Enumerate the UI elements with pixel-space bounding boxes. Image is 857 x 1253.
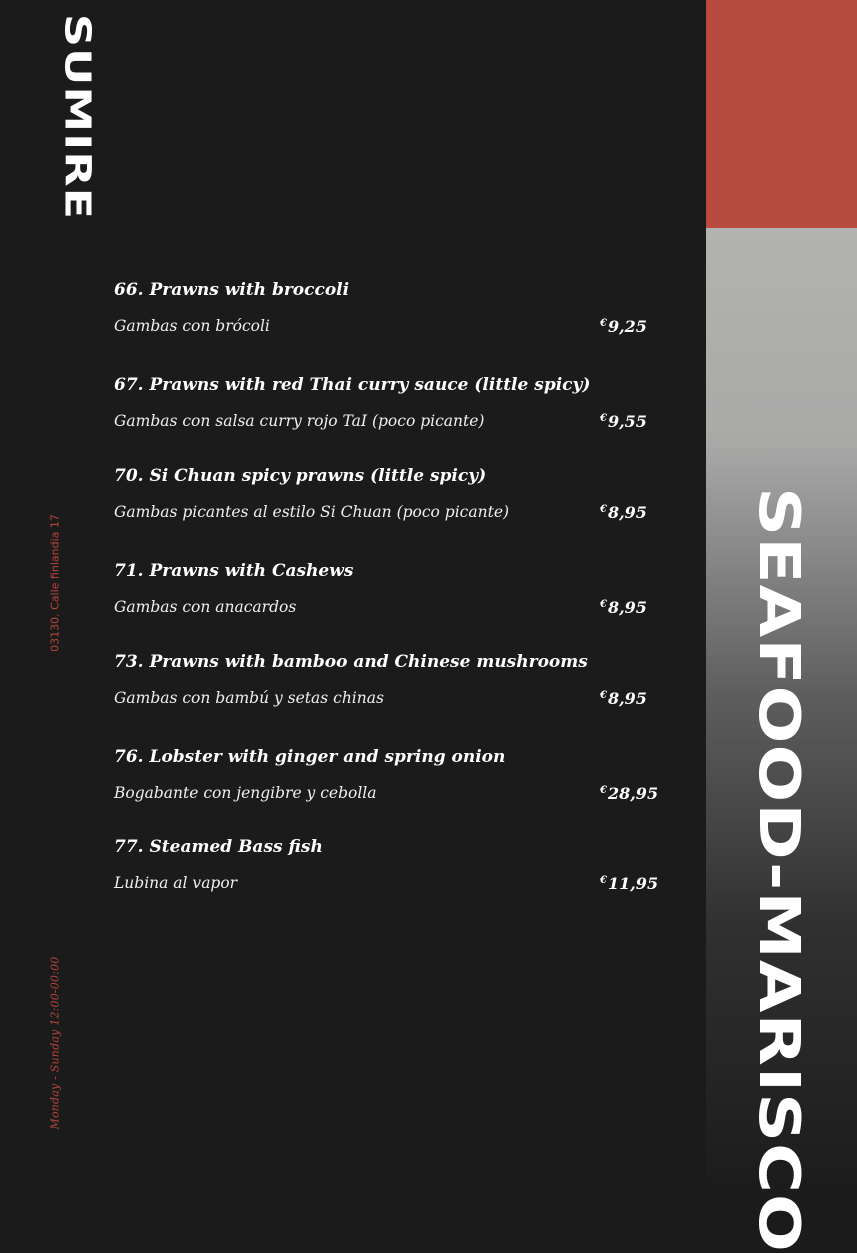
address-text: 03130. Calle finlandia 17 xyxy=(48,514,62,652)
dish-description: Gambas con bambú y setas chinas xyxy=(114,689,384,707)
currency-symbol: € xyxy=(600,785,607,796)
dish-price xyxy=(600,874,658,893)
price-value: 9,25 xyxy=(607,317,647,336)
dish-name: 71. Prawns with Cashews xyxy=(114,561,354,581)
dish-description: Gambas picantes al estilo Si Chuan (poco picante) xyxy=(114,503,510,521)
dish-name: 77. Steamed Bass fish xyxy=(114,837,323,857)
dish-name: 70. Si Chuan spicy prawns (little spicy) xyxy=(114,466,487,486)
dish-price xyxy=(600,503,647,522)
menu-item xyxy=(114,652,674,722)
menu-item xyxy=(114,375,674,445)
menu-item xyxy=(114,466,674,536)
section-title: SEAFOOD-MARISCO xyxy=(746,487,811,1253)
dish-description: Bogabante con jengibre y cebolla xyxy=(114,784,377,802)
dish-price xyxy=(600,598,647,617)
restaurant-name: SUMIRE xyxy=(56,13,100,221)
dish-description: Gambas con salsa curry rojo TaI (poco picante) xyxy=(114,412,485,430)
price-value: 8,95 xyxy=(607,503,647,522)
dish-description: Gambas con anacardos xyxy=(114,598,297,616)
price-value: 9,55 xyxy=(607,412,647,431)
menu-item xyxy=(114,837,674,907)
price-value: 28,95 xyxy=(607,784,659,803)
dish-price xyxy=(600,689,647,708)
menu-item xyxy=(114,747,674,817)
brand-block xyxy=(706,0,857,228)
currency-symbol: € xyxy=(600,599,607,610)
price-value: 11,95 xyxy=(607,874,659,893)
currency-symbol: € xyxy=(600,413,607,424)
dish-name: 76. Lobster with ginger and spring onion xyxy=(114,747,506,767)
dish-price xyxy=(600,317,647,336)
menu-item xyxy=(114,280,674,350)
dish-price xyxy=(600,412,647,431)
currency-symbol: € xyxy=(600,875,607,886)
dish-description: Gambas con brócoli xyxy=(114,317,270,335)
price-value: 8,95 xyxy=(607,689,647,708)
dish-name: 73. Prawns with bamboo and Chinese mushrooms xyxy=(114,652,588,672)
dish-name: 67. Prawns with red Thai curry sauce (little spicy) xyxy=(114,375,591,395)
opening-hours-text: Monday - Sunday 12:00-00:00 xyxy=(48,956,62,1130)
currency-symbol: € xyxy=(600,504,607,515)
currency-symbol: € xyxy=(600,690,607,701)
dish-name: 66. Prawns with broccoli xyxy=(114,280,350,300)
price-value: 8,95 xyxy=(607,598,647,617)
dish-price xyxy=(600,784,658,803)
menu-item xyxy=(114,561,674,631)
dish-description: Lubina al vapor xyxy=(114,874,238,892)
currency-symbol: € xyxy=(600,318,607,329)
